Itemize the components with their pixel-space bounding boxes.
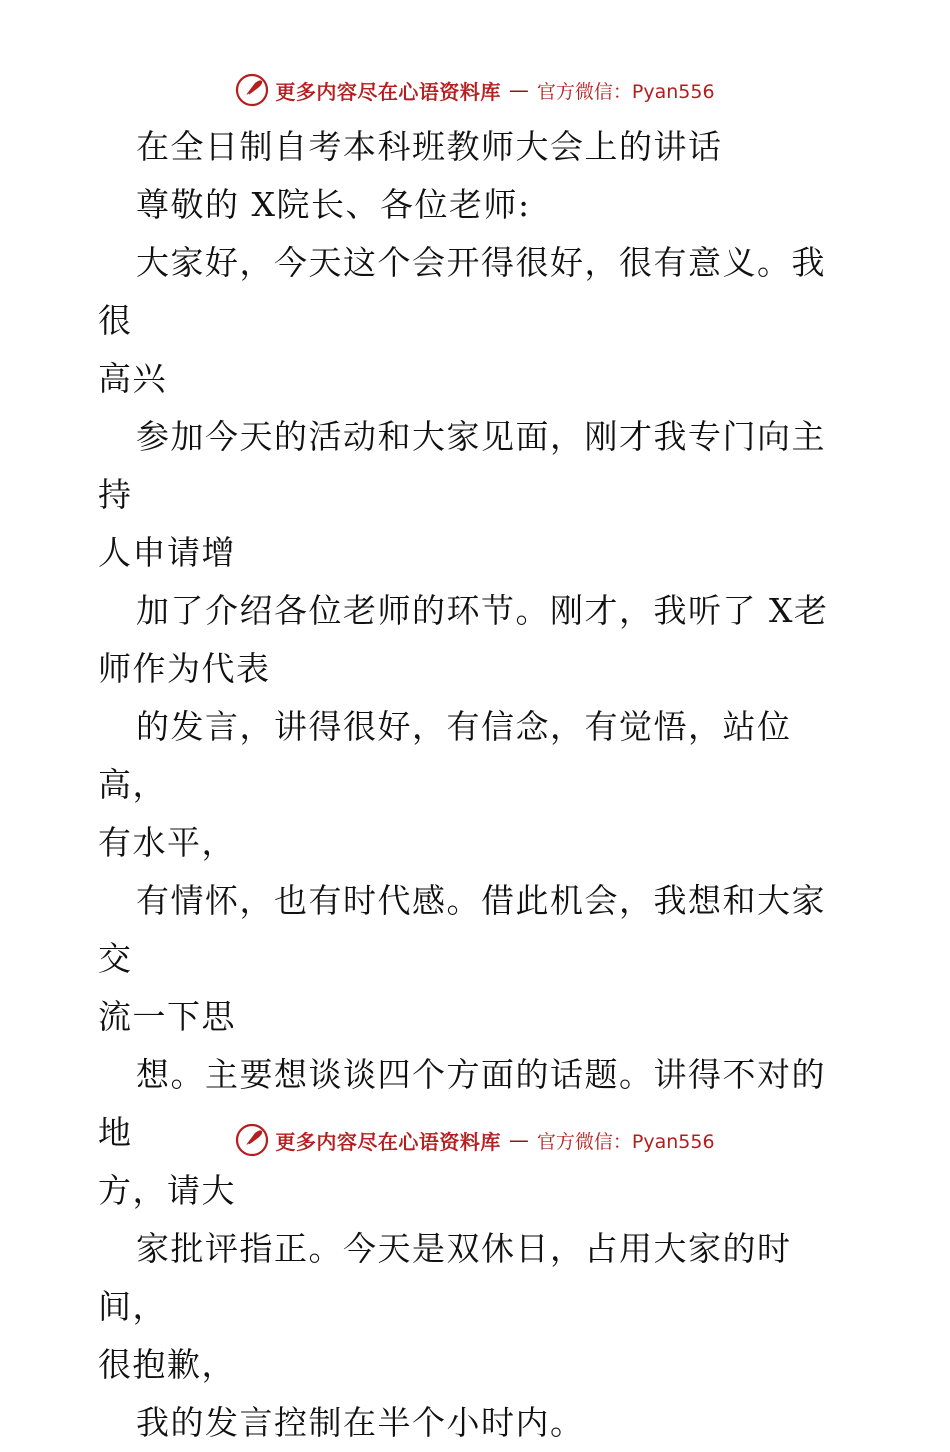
footer-banner-text: 更多内容尽在心语资料库	[275, 1129, 501, 1154]
footer-banner-contact: 官方微信：Pyan556	[536, 1130, 715, 1153]
paragraph-line	[98, 1220, 858, 1394]
line-wrap: 很抱歉，	[98, 1345, 236, 1384]
header-banner-text: 更多内容尽在心语资料库	[275, 79, 501, 104]
header-banner	[0, 68, 950, 112]
line-first: 大家好，今天这个会开得很好，很有意义。我很	[98, 243, 826, 340]
line-wrap: 方，请大	[98, 1171, 236, 1210]
paragraph-line	[98, 582, 858, 698]
line-first: 的发言，讲得很好，有信念，有觉悟，站位高，	[98, 707, 792, 804]
line-wrap: 人申请增	[98, 533, 236, 572]
paragraph-line	[98, 872, 858, 1046]
paragraph-line	[98, 698, 858, 872]
line-wrap: 师作为代表	[98, 649, 271, 688]
line-first: 有情怀，也有时代感。借此机会，我想和大家交	[98, 881, 826, 978]
line-first: 加了介绍各位老师的环节。刚才，我听了 X老	[136, 591, 829, 630]
paragraph-line	[98, 1394, 858, 1452]
line-wrap: 流一下思	[98, 997, 236, 1036]
footer-banner	[0, 1118, 950, 1162]
header-banner-inner	[235, 73, 714, 107]
paragraph-line	[98, 408, 858, 582]
line-first: 我的发言控制在半个小时内。	[136, 1403, 585, 1442]
line-wrap: 有水平，	[98, 823, 236, 862]
paragraph-line	[98, 234, 858, 408]
header-banner-separator: —	[508, 78, 529, 102]
line-first: 家批评指正。今天是双休日，占用大家的时间，	[98, 1229, 792, 1326]
line-first: 想。主要想谈谈四个方面的话题。讲得不对的地	[98, 1055, 826, 1152]
footer-banner-inner	[235, 1123, 714, 1157]
quill-pen-logo-icon	[235, 1123, 269, 1157]
header-banner-contact: 官方微信：Pyan556	[536, 80, 715, 103]
footer-banner-separator: —	[508, 1128, 529, 1152]
document-salutation: 尊敬的 X院长、各位老师:	[136, 185, 531, 224]
document-body	[98, 118, 858, 1452]
line-wrap: 高兴	[98, 359, 167, 398]
quill-pen-logo-icon	[235, 73, 269, 107]
line-first: 参加今天的活动和大家见面，刚才我专门向主持	[98, 417, 826, 514]
document-title: 在全日制自考本科班教师大会上的讲话	[136, 127, 723, 166]
